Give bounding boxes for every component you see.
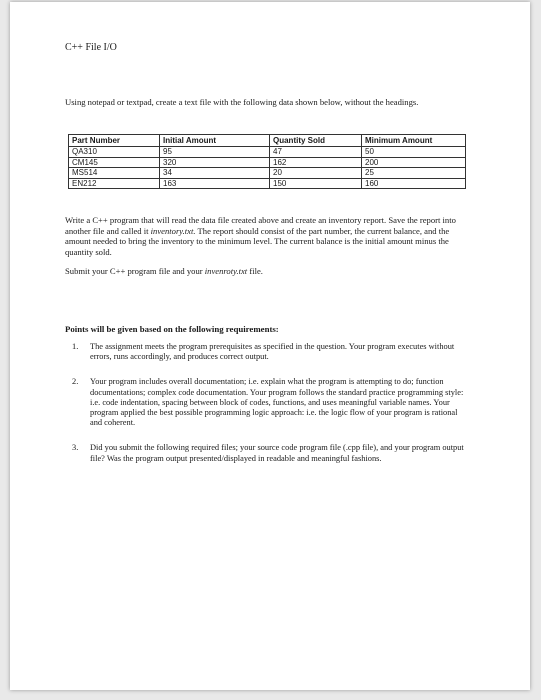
list-number: 3. bbox=[72, 443, 79, 453]
column-header: Quantity Sold bbox=[270, 135, 362, 147]
inventory-table bbox=[68, 134, 466, 189]
column-header: Initial Amount bbox=[160, 135, 270, 147]
table-cell: MS514 bbox=[69, 168, 160, 179]
requirements-list bbox=[72, 342, 467, 479]
table-row bbox=[69, 157, 466, 168]
paragraph-text: The report should consist of the part number, the current balance, and the amount needed to bring the inventory to the minimum level. The current balance is the initial amount minus the quantity sold. bbox=[65, 225, 450, 257]
list-item-text: The assignment meets the program prerequisites as specified in the question. Your program executes without errors, runs accordingly, and produces correct output. bbox=[90, 342, 455, 362]
table-cell: 160 bbox=[362, 178, 466, 189]
paragraph-text: Write a C++ program that will read the data file created above and create an inventory report. Save the report into another file and called it bbox=[65, 215, 456, 236]
document-page bbox=[10, 2, 530, 690]
list-number: 1. bbox=[72, 342, 79, 351]
table-row bbox=[69, 147, 466, 158]
table-cell: 95 bbox=[160, 147, 270, 158]
requirements-heading: Points will be given based on the following requirements: bbox=[65, 324, 279, 334]
page-title: C++ File I/O bbox=[65, 42, 117, 53]
paragraph-text: Submit your C++ program file and your bbox=[65, 266, 205, 276]
submit-paragraph bbox=[65, 266, 465, 277]
list-number: 2. bbox=[72, 377, 79, 387]
table-cell: 25 bbox=[362, 168, 466, 179]
table-cell: 320 bbox=[160, 157, 270, 168]
intro-paragraph: Using notepad or textpad, create a text file with the following data shown below, without the headings. bbox=[65, 97, 419, 107]
list-item bbox=[72, 342, 467, 362]
column-header: Part Number bbox=[69, 135, 160, 147]
table-row bbox=[69, 178, 466, 189]
table-cell: 162 bbox=[270, 157, 362, 168]
column-header: Minimum Amount bbox=[362, 135, 466, 147]
table-cell: QA310 bbox=[69, 147, 160, 158]
list-item bbox=[72, 377, 467, 428]
table-cell: 47 bbox=[270, 147, 362, 158]
table-cell: 200 bbox=[362, 157, 466, 168]
list-item-text: Your program includes overall documentation; i.e. explain what the program is attempting to do; function documentations; complex code documentation. Your program follows the standard practice programming style: i.e. code indentation, spacing between block of codes, functions, and uses meaningful variable names. Your program applied the best possible programming logic approach: i.e. the logic flow of your program is rational and coherent. bbox=[90, 377, 464, 428]
paragraph-text: file. bbox=[247, 266, 263, 276]
table-cell: 150 bbox=[270, 178, 362, 189]
table-cell: 163 bbox=[160, 178, 270, 189]
table-row bbox=[69, 168, 466, 179]
filename-text: inventory.txt. bbox=[150, 225, 196, 236]
table-cell: 50 bbox=[362, 147, 466, 158]
instructions-paragraph bbox=[65, 215, 465, 257]
list-item bbox=[72, 443, 467, 463]
table-cell: 20 bbox=[270, 168, 362, 179]
table-header-row bbox=[69, 135, 466, 147]
table-cell: 34 bbox=[160, 168, 270, 179]
table-cell: CM145 bbox=[69, 157, 160, 168]
filename-text: invenroty.txt bbox=[204, 266, 248, 276]
table-cell: EN212 bbox=[69, 178, 160, 189]
list-item-text: Did you submit the following required files; your source code program file (.cpp file), and your program output file? Was the program output presented/displayed in readable and meaningful fashions. bbox=[90, 443, 464, 463]
